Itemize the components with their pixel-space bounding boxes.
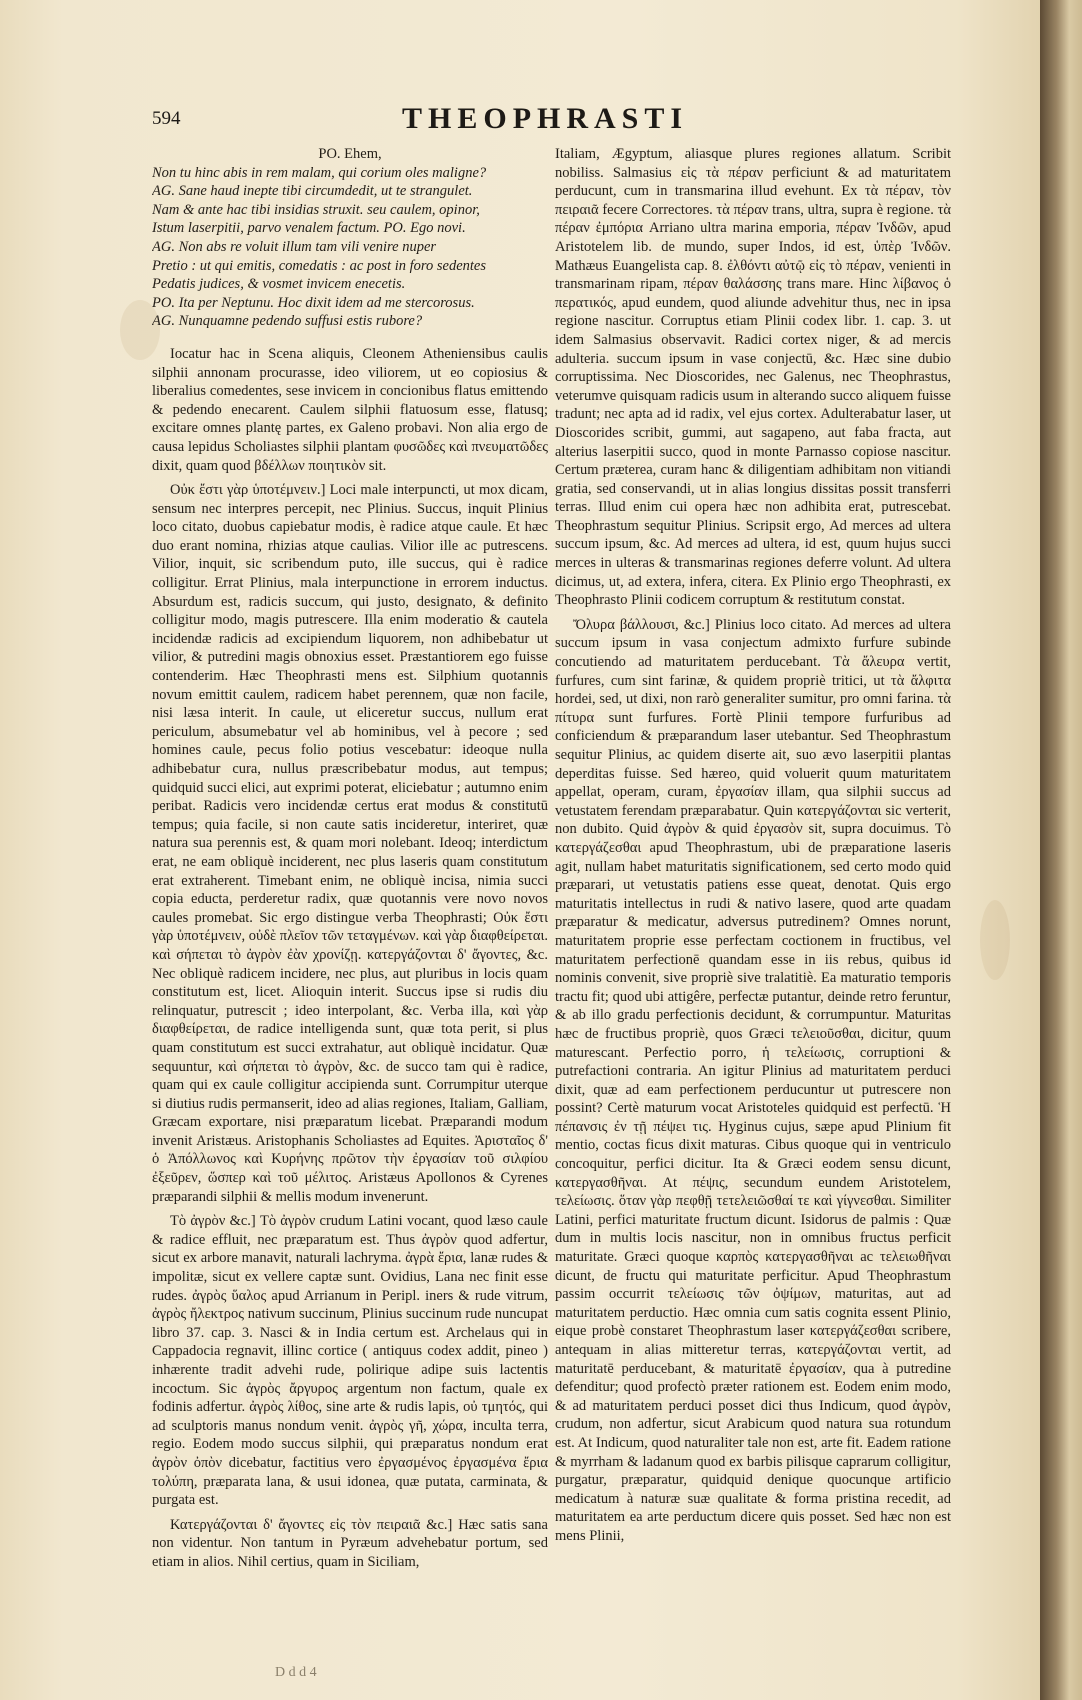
page-number: 594 — [152, 108, 181, 129]
signature-mark: D d d 4 — [275, 1665, 317, 1680]
verse-line: Istum laserpitii, parvo venalem factum. PO. Ego novi. — [152, 220, 466, 237]
paper-stain — [980, 900, 1010, 980]
verse-line: Pedatis judices, & vosmet invicem enecetis. — [152, 276, 406, 293]
verse-block — [152, 145, 548, 331]
commentary-paragraph: Κατεργάζονται δ' ἄγοντες εἰς τὸν πειραιᾶ &c.] Hæc satis sana non videntur. Non tantum in Pyræum advehebatur portum, sed etiam in alios. Nihil certius, quam in Siciliam, — [152, 1516, 548, 1570]
left-column — [152, 145, 548, 1665]
verse-line: PO. Ehem, — [318, 146, 382, 162]
book-gutter — [1040, 0, 1082, 1700]
commentary-paragraph: Iocatur hac in Scena aliquis, Cleonem Atheniensibus caulis silphii annonam procurasse, ideo viliorem, ut eo copiosius & liberalius comedentes, sese invicem in concionibus flatus emittendo & pedendo enecarent. Caulem silphii flatuosum esse, flatusq; excitare omnes plantę partes, ex Galeno probavi. Non alia ergo de causa lepidus Scholiastes silphii plantam φυσῶδες καὶ πνευματῶδες dixit, quam quod βδέλλων ποιητικὸν sit. — [152, 345, 548, 474]
verse-line: Pretio : ut qui emitis, comedatis : ac post in foro sedentes — [152, 257, 486, 274]
verse-line: Nam & ante hac tibi insidias struxit. seu caulem, opinor, — [152, 201, 480, 218]
commentary-paragraph: Τὸ ἀγρὸν &c.] Τὸ ἀγρὸν crudum Latini vocant, quod læso caule & radice effluit, nec præparatum est. Thus ἀγρὸν quod adfertur, sicut ex arbore manavit, naturali lachryma. ἀγρὰ ἔρια, lanæ rudes & impolitæ, sicut ex vellere captæ sunt. Ovidius, Lana nec finit esse rudes. ἀγρὸς ὕαλος apud Arrianum in Peripl. iners & rude vitrum, ἀγρὸς ἤλεκτρος nativum succinum, Plinius succinum rude nuncupat libro 37. cap. 3. Nasci & in India certum est. Archelaus qui in Cappadocia regnavit, illinc cortice ( antiquus codex addit, pineo ) inhærente tradit advehi rude, polirique adipe suis lactentis incoctum. Sic ἀγρὸς ἄργυρος argentum non factum, quale ex fodinis adfertur. ἀγρὸς λίθος, sine arte & rudis lapis, οὐ τμητός, qui ad sculptoris manus nondum venit. ἀγρὸς γῆ, χώρα, inculta terra, regio. Eodem modo succus silphii, qui præparatus nondum erat ἀγρὸν ὀπὸν dicebatur, factitius vero ἐργασμένος ἐργασμένα ἔρια τολύπη, præparata lana, & usui idonea, quæ putata, carminata, & purgata est. — [152, 1213, 548, 1509]
verse-line: AG. Non abs re voluit illum tam vili venire nuper — [152, 238, 437, 255]
right-column — [555, 145, 951, 1665]
verse-line: Non tu hinc abis in rem malam, qui corium oles maligne? — [152, 164, 487, 181]
running-title: THEOPHRASTI — [402, 102, 689, 135]
page-header — [152, 102, 1020, 142]
commentary-paragraph: Italiam, Ægyptum, aliasque plures regiones allatum. Scribit nobiliss. Salmasius εἰς τὰ πέραν perficiunt & ad maturitatem perducunt, cum in transmarina illud evehunt. Ex τὰ πέραν, τὸν πειραιᾶ fecere Correctores. τὰ πέραν trans, ultra, supra è regione. τὰ πέραν ἐμπόρια Arriano ultra marina emporia, πέραν Ἰνδῶν, apud Aristotelem lib. de mundo, super Indos, id est, ὑπὲρ Ἰνδῶν. Mathæus Euangelista cap. 8. ἐλθόντι αὐτῷ εἰς τὸ πέραν, venienti in transmarinam ripam, πέραν θαλάσσης trans mare. Hinc λίβανος ὁ περατικός, apud eundem, quod aliunde advehitur thus, nec in ipsa regione nascitur. Corruptus etiam Plinii codex libr. 1. cap. 3. ut idem Salmasius observavit. Radici cortex niger, & ad mercis adulteria. succum ipsum in vase conjectū, &c. Hæc sine dubio corruptissima. Nec Dioscorides, nec Galenus, nec Theophrastus, veterumve quisquam radicis usum in alterando succo aliquem fuisse tradunt; nec apta ad id radix, vel ejus cortex. Adulterabatur laser, ut Dioscorides scribit, gummi, aut sagapeno, aut faba fracta, aut alterius laserpitii succo, quod in monte Parnasso copiose nascitur. Certum præterea, curam hanc & diligentiam adhibitam non vitiandi gratia, sed conservandi, ut in alias longius dissitas possit transferri terras. Illud enim cui opera hæc non adhibita erat, putrescebat. Theophrastum sequitur Plinius. Scripsit ergo, Ad merces ad ultera succum ipsum, &c. Ad merces ad ultera, id est, quum hujus succi merces in ulteras & transmarinas regiones deferre volunt. Ad ultera dicimus, ut, ad extera, infera, citera. Ex Plinio ergo Theophrasti, ex Theophrasto Plinii codicem corruptum & restitutum constat. — [555, 146, 951, 609]
commentary-paragraph: Ὄλυρα βάλλουσι, &c.] Plinius loco citato. Ad merces ad ultera succum ipsum in vasa conjectum admixto furfure subinde concutiendo ad maturitatem perducebant. Τὰ ἄλευρα vertit, furfures, cum sint farinæ, & quidem propriè tritici, ut τὰ ἄλφιτα hordei, sed, ut dixi, non rarò generaliter sumitur, pro omni farina. τὰ πίτυρα sunt furfures. Fortè Plinii tempore furfuribus ad conficiendum & præparandum laser utebantur. Sed Theophrastum sequitur Plinius, ac quidem diserte ait, suo ævo laserpitii plantas deperditas fuisse. Sed hæreo, quid voluerit quum maturitatem appellat, operam, curam, ἐργασίαν illam, qua silphii succus ad vetustatem ferendam præparabatur. Quin κατεργάζονται sic verterit, non dubito. Quid ἀγρὸν & quid ἐργασὸν sit, supra docuimus. Τὸ κατεργάζεσθαι apud Theophrastum, ubi de præparatione laseris agit, nullam habet maturitatis significationem, sed certo modo quid præparari, ut vetustatis patiens esse queat, denotat. Quis ergo maturitatis intellectus in rudi & nativo lasere, quod arte quadam præparatur & medicatur, adversus putredinem? Omnes norunt, maturitatem proprie esse perfectam coctionem in fructibus, vel maturitatem perfectionē quandam esse in iis rebus, quibus id nominis convenit, sive propriè sive tralatitiè. Ea maturatio temporis tractu fit; quod ubi attigêre, perfectæ putantur, deinde retro feruntur, & ab illo gradu perfectionis decidunt, & corrumpuntur. Maturitas hæc de fructibus propriè, quos Græci τελειοῦσθαι, dicitur, quum maturescant. Perfectio porro, ἡ τελείωσις, corruptioni & putrefactioni contraria. An igitur Plinius ad maturitatem perduci dixit, quæ ad eam perfectionem perducuntur ut putrescere non possint? Certè maturum vocat Aristoteles quidquid est perfectū. Ἡ πέπανσις ἐν τῇ πέψει τις. Hyginus cujus, sæpe apud Plinium fit mentio, coctas ficus dixit maturas. Cibus quoque qui in ventriculo concoquitur, perfici dicitur. Ita & Græci eodem sensu dicunt, κατεργασθῆναι. At πέψις, secundum eundem Aristotelem, τελείωσις. ὅταν γὰρ πεφθῇ τετελειῶσθαί τε καὶ γίγνεσθαι. Similiter Latini, perfici maturitate fructum dicunt. Isidorus de palmis : Quæ dum in multis locis nascitur, non in omnibus fructus perficit maturitate. Græci quoque καρπὸς κατεργασθῆναι ac τελειωθῆναι dicunt, de fructu qui maturitate perficitur. Apud Theophrastum passim occurrit τελείωσις τῶν ὀψίμων, maturitas, aut ad maturitatem perductio. Hæc omnia cum satis cognita essent Plinio, eique probè constaret Theophrastum laser κατεργάζεσθαι scribere, antequam in alias mitteretur terras, κατεργάζονται vertit, ad maturitatē perducebant, & maturitatē ἐργασίαν, qua à putredine defenditur; quod profectò præter rationem est. Eodem enim modo, & ad maturitatem perduci posset dici thus Indicum, quod ἀγρὸν, crudum, non adfertur, sicut Arabicum quod natura sua rotundum est. At Indicum, quod naturaliter tale non est, arte fit. Eadem ratione & myrrham & ladanum quod ex barbis pilisque caprarum colligitur, purgatur, præparatur, quidquid denique quocunque artificio medicatum à naturæ suæ qualitate & forma pristina recedit, ad maturitatem ea arte perductum dicere quis posset. Sed hæc non est mens Plinii, — [555, 616, 951, 1544]
verse-line: AG. Nunquamne pedendo suffusi estis rubore? — [152, 313, 423, 330]
verse-line: AG. Sane haud inepte tibi circumdedit, ut te strangulet. — [152, 183, 473, 200]
verse-line: PO. Ita per Neptunu. Hoc dixit idem ad me stercorosus. — [152, 294, 475, 311]
commentary-paragraph: Οὐκ ἔστι γὰρ ὑποτέμνειν.] Loci male interpuncti, ut mox dicam, sensum nec interpres percepit, nec Plinius. Succus, inquit Plinius loco citato, duobus capiebatur modis, è radice atque caule. Et hæc duo erant nomina, rhizias atque caulias. Vilior ille ac putrescens. Vilior, inquit, sic scribendum puto, ille succus, qui è radice colligitur. Errat Plinius, mala interpunctione in errorem inductus. Absurdum est, radicis succum, qui justo, designato, & definito colligitur modo, magis putrescere. Illa enim moderatio & cautela incidendæ radicis ad excipiendum liquorem, non adhibebatur ut vilior, & putredini magis obnoxius esset. Præstantiorem ego fuisse contenderim. Hæc Theophrasti mens est. Silphium quotannis novum emittit caulem, radicem habet perennem, quæ non facile, nisi læsa interit. In caule, ut eliceretur succus, nullum erat periculum, absumebatur vel ab hominibus, vel à pecore ; sed homines caule, pecus folio potius vescebatur: ideoque nulla adhibebatur cura, nullus præscribebatur modus, aut tempus; quidquid succi elici, aut exprimi poterat, eliciebatur ; autumno enim peribat. Radicis vero incidendæ certus erat modus & constitutū tempus; quia facile, si non caute satis incideretur, interiret, quæ natura sua perennis est, & quam mori nolebant. Ideoq; interdictum erat, ne eam obliquè inciderent, nec plus laseris quam constitutum erat extraherent. Timebant enim, ne obliquè incisa, nimia succi copia educta, perderetur radix, quæ quotannis vere novo novos caules promebat. Sic ergo distingue verba Theophrasti; Οὐκ ἔστι γὰρ ὑποτέμνειν, οὐδὲ πλεῖον τῶν τεταγμένων. καὶ γὰρ διαφθείρεται. καὶ σήπεται τὸ ἀγρὸν ἐὰν χρονίζῃ. κατεργάζονται δ' ἄγοντες, &c. Nec obliquè radicem incidere, nec plus, aut pluribus in locis quam constitutum est, licet. Alioquin interit. Succus ipse si rudis diu relinquatur, putrescit ; ideo interpolant, &c. Verba illa, καὶ γὰρ διαφθείρεται, de radice intelligenda sunt, quæ tota perit, si plus quam constitutum est succi extrahatur, aut obliquè incidatur. Quæ sequuntur, καὶ σήπεται τὸ ἀγρὸν, &c. de succo tam qui è radice, quam qui ex caule colligitur accipienda sunt. Corrumpitur uterque si diutius rudis permanserit, ideo ad alias regiones, Italiam, Galliam, Græcam exportare, nisi præparatum licebat. Præparandi modum invenit Aristæus. Aristophanis Scholiastes ad Equites. Ἀρισταῖος δ' ὁ Ἀπόλλωνος καὶ Κυρήνης πρῶτον τὴν ἐργασίαν τοῦ σιλφίου ἐξεῦρεν, ὥσπερ καὶ τοῦ μέλιτος. Aristæus Apollonos & Cyrenes præparandi silphii & mellis modum invenerunt. — [152, 482, 548, 1205]
